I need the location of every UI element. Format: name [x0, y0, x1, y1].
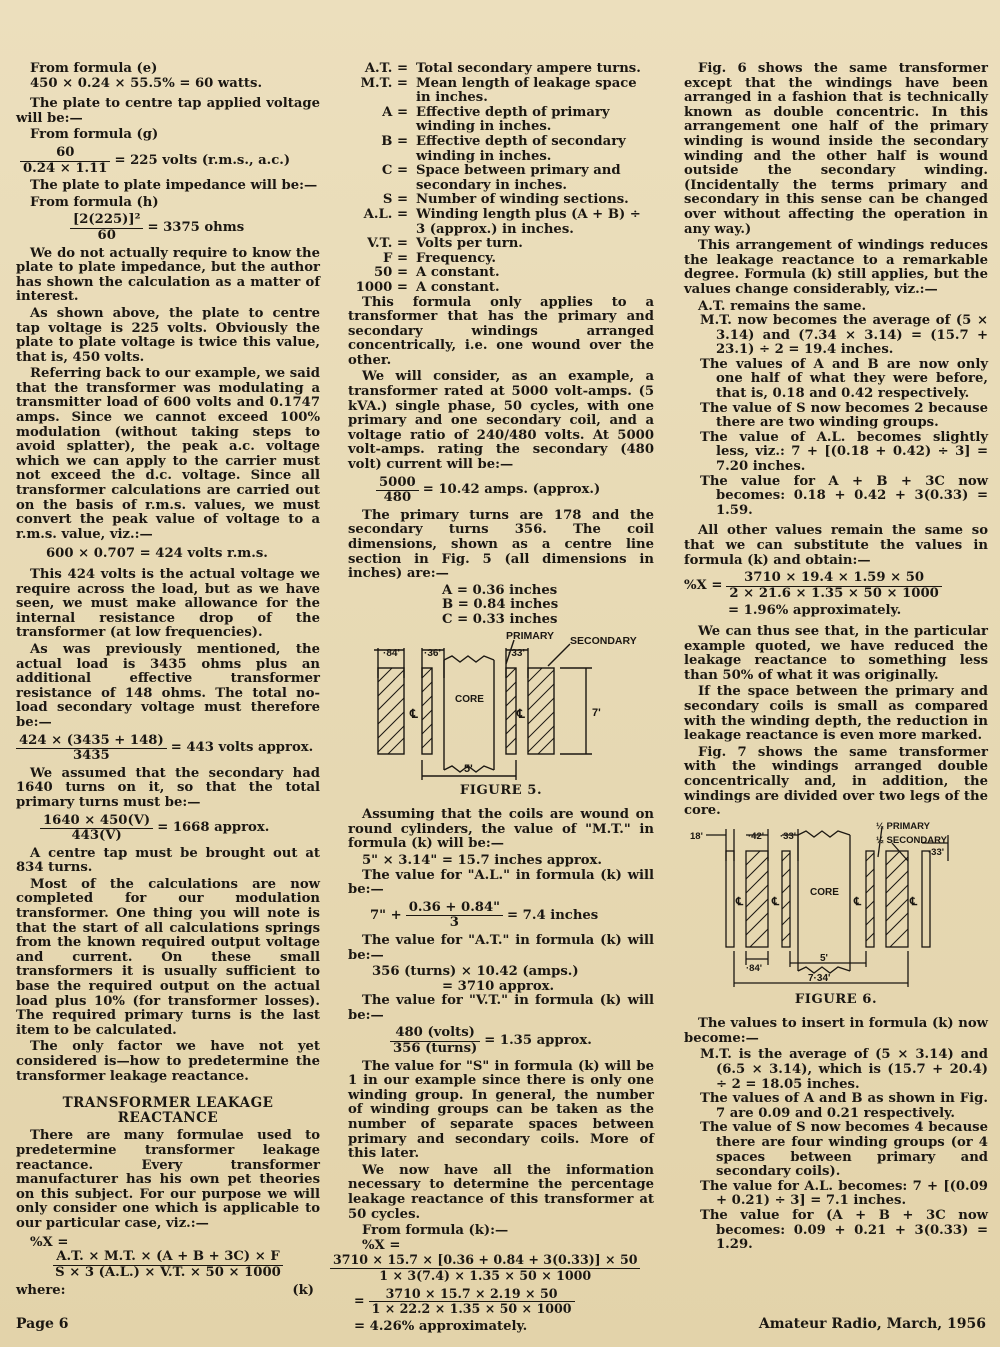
label-primary: PRIMARY — [506, 629, 555, 642]
paragraph: The plate to centre tap applied voltage will be:— — [16, 96, 320, 126]
figure-5-caption: FIGURE 5. — [459, 782, 543, 798]
fraction-denominator: S × 3 (A.L.) × V.T. × 50 × 1000 — [55, 1264, 281, 1280]
fraction-numerator: 3710 × 15.7 × [0.36 + 0.84 + 3(0.33)] × 50 — [330, 1253, 640, 1269]
fraction-denominator: 443(V) — [71, 828, 122, 844]
symbol-definition — [348, 281, 654, 296]
formula-simplified: = $\frac{3710 \times 15.7 \times 2.19 \times 50}{1 \times 22.2 \times 1.35 \times 50 \times 1000}$ — [348, 1287, 654, 1317]
symbol-definition — [348, 208, 654, 237]
dimension-c: C = 0.33 inches — [442, 611, 558, 627]
dim-036: ·36' — [424, 647, 441, 659]
fraction-denominator: 3 — [449, 915, 459, 931]
centre-line-mark: ℄ — [910, 895, 918, 908]
symbol-meaning: Effective depth of primary winding in inches. — [416, 104, 610, 135]
symbol-meaning: A constant. — [416, 265, 500, 281]
dim-033: ·33' — [780, 830, 796, 842]
paragraph: Referring back to our example, we said that the transformer was modulating a transmitter load of 600 volts and 0.1747 amps. Since we cannot exceed 100% modulation (without taking steps to avoid splatter), the peak a.c. voltage which we can apply to the carrier must not exceed the d.c. voltage. Since all transformer calculations are carried out on the basis of r.m.s. values, we must convert the peak value of voltage to a r.m.s. value, viz.:— — [16, 366, 320, 542]
text-line: 600 × 0.707 = 424 volts r.m.s. — [46, 546, 268, 562]
result-line: = 4.26% approximately. — [354, 1318, 528, 1334]
paragraph: The only factor we have not yet considered is—how to predetermine the transformer leakage reactance. — [16, 1039, 320, 1084]
symbol-meaning: Space between primary and secondary in inches. — [416, 163, 621, 193]
paragraph: If the space between the primary and secondary coils is small as compared with the winding depth, the reduction in leakage reactance is even more marked. — [684, 684, 988, 744]
symbol-key: M.T. = — [360, 75, 408, 91]
paragraph: All other values remain the same so that we can substitute the values in formula (k) and obtain:— — [684, 523, 988, 568]
dim-5: 5' — [820, 952, 828, 964]
fraction-denominator: 480 — [383, 490, 412, 506]
hanging-item: The values of A and B are now only one half of what they were before, that is, 0.18 and 0.42 respectively. — [700, 356, 988, 402]
formula-g — [16, 146, 320, 176]
fraction-denominator: 1 × 3(7.4) × 1.35 × 50 × 1000 — [379, 1267, 592, 1283]
fraction-numerator: 424 × (3435 + 148) — [16, 734, 167, 750]
page-number: Page 6 — [16, 1316, 69, 1332]
hanging-item: M.T. now becomes the average of (5 × 3.14) and (7.34 × 3.14) = (15.7 + 23.1) ÷ 2 = 19.4 inches. — [700, 313, 988, 358]
symbol-key: A.T. = — [364, 61, 408, 76]
symbol-meaning: Frequency. — [416, 250, 497, 266]
paragraph: A centre tap must be brought out at 834 turns. — [16, 845, 320, 876]
centre-line-mark: ℄ — [736, 895, 744, 908]
formula-result: = 3375 ohms — [147, 220, 245, 236]
dim-5: 5' — [464, 762, 473, 775]
paragraph: The primary turns are 178 and the secondary turns 356. The coil dimensions, shown as a centre line section in Fig. 5 (all dimensions in inches) are:— — [348, 507, 654, 582]
paragraph: The plate to plate impedance will be:— — [30, 178, 318, 194]
label-secondary: SECONDARY — [570, 634, 637, 647]
hanging-item: The value for A + B + 3C now becomes: 0.18 + 0.42 + 3(0.33) = 1.59. — [700, 473, 988, 518]
paragraph: As shown above, the plate to centre tap voltage is 225 volts. Obviously the plate to plate voltage is twice this value, that is, 450 volts. — [16, 305, 320, 365]
centre-line-mark: ℄ — [410, 706, 418, 721]
symbol-key: F = — [382, 250, 408, 266]
symbol-definition — [348, 193, 654, 208]
paragraph: We assumed that the secondary had 1640 turns on it, so that the total primary turns must be:— — [16, 765, 320, 810]
text-line: 450 × 0.24 × 55.5% = 60 watts. — [30, 75, 263, 91]
result-line: = 1.96% approximately. — [728, 603, 902, 619]
text-line: %X = — [362, 1237, 401, 1253]
symbol-meaning: Volts per turn. — [416, 236, 523, 252]
symbol-key: B = — [381, 133, 408, 149]
symbol-meaning: Winding length plus (A + B) ÷ 3 (approx.) in inches. — [416, 206, 641, 237]
column-1 — [16, 62, 320, 1299]
hanging-item: M.T. is the average of (5 × 3.14) and (6.5 × 3.14), which is (15.7 + 20.4) ÷ 2 = 18.05 inches. — [700, 1047, 988, 1092]
paragraph: The values to insert in formula (k) now become:— — [684, 1016, 988, 1046]
formula-result: = 443 volts approx. — [170, 740, 314, 756]
hanging-item: The value of S now becomes 4 because there are four winding groups (or 4 spaces between primary and secondary coils). — [700, 1120, 988, 1180]
fraction-denominator: 0.24 × 1.11 — [23, 160, 108, 176]
formula-result: = 10.42 amps. (approx.) — [422, 482, 601, 498]
text-line: = 3710 approx. — [442, 978, 555, 994]
fraction-numerator: 480 (volts) — [390, 1026, 480, 1042]
fraction-denominator: 60 — [97, 227, 116, 243]
formula-secondary-current — [348, 476, 654, 506]
symbol-meaning: Number of winding sections. — [416, 192, 629, 208]
dim-084: ·84' — [746, 962, 762, 974]
dim-084: ·84' — [383, 647, 400, 659]
symbol-key: A.L. = — [363, 206, 408, 222]
label-half-primary: ½ PRIMARY — [876, 820, 931, 832]
paragraph: This formula only applies to a transformer that has the primary and secondary windings arranged concentrically, i.e. one wound over the other. — [348, 294, 654, 368]
paragraph: The value for "V.T." in formula (k) will be:— — [348, 993, 654, 1023]
hanging-item: The value for (A + B + 3C now becomes: 0.09 + 0.21 + 3(0.33) = 1.29. — [700, 1208, 988, 1253]
dimension-b: B = 0.84 inches — [442, 597, 559, 613]
publication-footer: Amateur Radio, March, 1956 — [758, 1316, 986, 1332]
text-line: 5" × 3.14" = 15.7 inches approx. — [362, 852, 603, 868]
centre-line-mark: ℄ — [854, 895, 862, 908]
dim-734: 7·34' — [808, 972, 831, 984]
symbol-key: 1000 = — [355, 279, 408, 295]
dim-033: ·33' — [928, 846, 944, 858]
formula-k-lhs: %X = — [30, 1234, 69, 1250]
symbol-meaning: A constant. — [416, 279, 500, 295]
fraction-denominator: 3435 — [72, 748, 110, 764]
column-2 — [333, 61, 654, 1334]
symbol-key: 50 = — [374, 265, 408, 281]
dimension-a: A = 0.36 inches — [442, 582, 558, 598]
formula-result: = 7.4 inches — [507, 907, 599, 923]
paragraph: We now have all the information necessary to determine the percentage leakage reactance of this transformer at 50 cycles. — [348, 1162, 654, 1222]
formula-al: 7" + $\frac{0.36 + 0.84"}{3}$ = 7.4 inches — [370, 899, 599, 931]
fraction-numerator: A.T. × M.T. × (A + B + 3C) × F — [53, 1250, 283, 1266]
symbol-meaning: Total secondary ampere turns. — [416, 61, 641, 76]
paragraph: There are many formulae used to predetermine transformer leakage reactance. Every transformer manufacturer has his own pet theories on this subject. For our purpose we will only consider one which is applicable to our particular case, viz.:— — [16, 1128, 320, 1231]
hanging-item: The value of A.L. becomes slightly less, viz.: 7 + [(0.18 + 0.42) ÷ 3] = 7.20 inches. — [700, 429, 988, 475]
fraction-numerator: 3710 × 15.7 × 2.19 × 50 — [369, 1287, 575, 1303]
fraction-numerator: 5000 — [376, 476, 419, 492]
formula-primary-turns — [16, 814, 320, 844]
fraction-denominator: 356 (turns) — [393, 1041, 478, 1057]
dim-033: ·33' — [508, 647, 525, 659]
symbol-definitions — [348, 62, 654, 296]
fraction-numerator: 3710 × 19.4 × 1.59 × 50 — [726, 571, 941, 587]
symbol-definition — [348, 237, 654, 252]
symbol-key: V.T. = — [367, 236, 408, 252]
label-half-secondary: ½ SECONDARY — [876, 834, 947, 846]
hanging-item: The value for A.L. becomes: 7 + [(0.09 + 0.21) ÷ 3] = 7.1 inches. — [700, 1178, 988, 1209]
paragraph: The value for "A.T." in formula (k) will be:— — [348, 932, 654, 963]
fraction-denominator: 2 × 21.6 × 1.35 × 50 × 1000 — [729, 585, 939, 601]
column-3 — [684, 62, 988, 1253]
symbol-definition — [348, 266, 654, 281]
paragraph: Most of the calculations are now completed for our modulation transformer. One thing you will note is that the start of all calculations springs from the known required output voltage and current. On these small transformers it is usually sufficient to base the required output on the actual load plus 10% (for transformer losses). The required primary turns is the last item to be calculated. — [16, 876, 320, 1038]
symbol-key: A = — [382, 104, 408, 120]
paragraph: Fig. 7 shows the same transformer with the windings arranged double concentrically and, in addition, the windings are divided over two legs of the core. — [684, 744, 988, 819]
formula-result-fig5 — [330, 1253, 654, 1283]
text-line: From formula (h) — [30, 194, 159, 210]
paragraph: We can thus see that, in the particular example quoted, we have reduced the leakage reactance to something less than 50% of what it was originally. — [684, 623, 988, 683]
symbol-meaning: Effective depth of secondary winding in inches. — [416, 133, 626, 164]
figure-5 — [356, 630, 646, 782]
paragraph: We do not actually require to know the plate to plate impedance, but the author has shown the calculation as a matter of interest. — [16, 245, 320, 305]
symbol-definition — [348, 62, 654, 77]
formula-k-label: (k) — [292, 1283, 314, 1299]
fraction-numerator: 0.36 + 0.84" — [406, 901, 503, 917]
figure-6 — [686, 821, 986, 991]
paragraph: The value for "S" in formula (k) will be 1 in our example since there is only one winding group. In general, the number of winding groups can be taken as the number of separate spaces between primary and secondary coils. More of this later. — [348, 1058, 654, 1162]
symbol-definition — [348, 77, 654, 106]
formula-h — [16, 213, 320, 243]
centre-line-mark: ℄ — [772, 895, 780, 908]
formula-fig6: %X = $\frac{3710 \times 19.4 \times 1.59 \times 50}{2 \times 21.6 \times 1.35 \times 50 \times 1000}$ — [684, 571, 988, 601]
symbol-definition — [348, 252, 654, 267]
symbol-key: C = — [381, 163, 408, 179]
paragraph: The value for "A.L." in formula (k) will be:— — [348, 867, 654, 898]
hanging-item: The value of S now becomes 2 because there are two winding groups. — [700, 400, 988, 431]
figure-6-caption: FIGURE 6. — [794, 991, 878, 1007]
symbol-meaning: Mean length of leakage space in inches. — [416, 75, 637, 106]
where-label: where: — [16, 1283, 66, 1299]
text-line: From formula (k):— — [362, 1223, 509, 1239]
section-heading: TRANSFORMER LEAKAGE REACTANCE — [62, 1095, 274, 1126]
fraction-numerator: [2(225)]² — [70, 213, 143, 229]
label-core: CORE — [810, 886, 839, 898]
fraction-numerator: 60 — [20, 146, 110, 162]
formula-result: = 1.35 approx. — [484, 1033, 592, 1049]
symbol-key: S = — [382, 192, 408, 208]
formula-k — [16, 1250, 320, 1280]
formula-vt — [348, 1026, 654, 1056]
text-line: A.T. remains the same. — [698, 298, 867, 314]
paragraph: This 424 volts is the actual voltage we require across the load, but as we have seen, we must make allowance for the internal resistance drop of the transformer (at low frequencies). — [16, 567, 320, 641]
paragraph: As was previously mentioned, the actual load is 3435 ohms plus an additional effective transformer resistance of 148 ohms. The total no-load secondary voltage must therefore be:— — [16, 641, 320, 730]
centre-line-mark: ℄ — [517, 706, 525, 721]
dim-7: 7' — [592, 706, 601, 719]
dim-018: 18' — [690, 830, 703, 842]
label-core: CORE — [455, 693, 484, 705]
text-line: From formula (g) — [30, 127, 159, 143]
dim-042: ·42' — [748, 830, 764, 842]
formula-result: = 1668 approx. — [157, 820, 270, 836]
paragraph: We will consider, as an example, a transformer rated at 5000 volt-amps. (5 kVA.) single phase, 50 cycles, with one primary and one secondary coil, and a voltage ratio of 240/480 volts. At 5000 volt-amps. rating the secondary (480 volt) current will be:— — [348, 369, 654, 473]
symbol-definition — [348, 106, 654, 135]
text-line: 356 (turns) × 10.42 (amps.) — [372, 964, 579, 980]
fraction-denominator: 1 × 22.2 × 1.35 × 50 × 1000 — [371, 1301, 572, 1317]
paragraph: Fig. 6 shows the same transformer except that the windings have been arranged in a fashion that is technically known as double concentric. In this arrangement one half of the primary winding is wound inside the secondary winding and the other half is wound outside the secondary winding. (Incidentally the terms primary and secondary in this sense can be changed over without affecting the operation in any way.) — [684, 61, 988, 237]
formula-result: = 225 volts (r.m.s., a.c.) — [114, 152, 291, 168]
symbol-definition — [348, 164, 654, 193]
symbol-definition — [348, 135, 654, 164]
hanging-item: The values of A and B as shown in Fig. 7 are 0.09 and 0.21 respectively. — [700, 1091, 988, 1121]
dimension-list — [348, 584, 654, 628]
fraction-numerator: 1640 × 450(V) — [40, 814, 153, 830]
paragraph: This arrangement of windings reduces the leakage reactance to a remarkable degree. Formula (k) still applies, but the values change considerably, viz.:— — [684, 238, 988, 297]
paragraph: Assuming that the coils are wound on round cylinders, the value of "M.T." in formula (k) will be:— — [348, 807, 654, 852]
formula-secondary-voltage — [16, 734, 320, 764]
text-line: From formula (e) — [30, 61, 158, 76]
